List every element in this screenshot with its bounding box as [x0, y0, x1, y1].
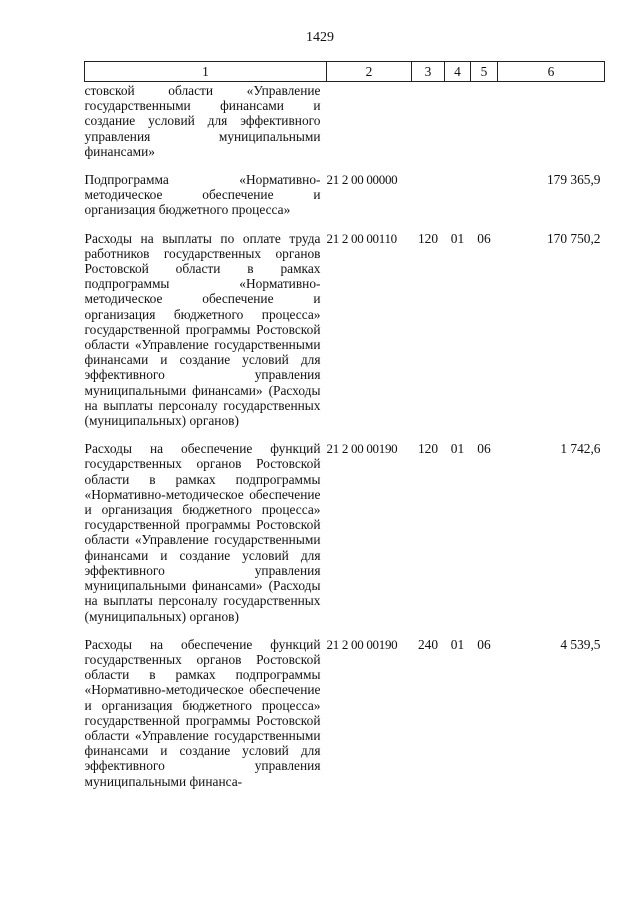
row-target-code: 21 2 00 00190	[326, 636, 398, 652]
row-subsection: 06	[477, 636, 491, 652]
row-amount: 1 742,6	[560, 441, 601, 457]
row-subsection: 06	[477, 441, 491, 457]
table-row	[85, 172, 605, 218]
row-name: Подпрограмма «Нормативно-методическое обеспечение и организация бюджетного процесса»	[84, 172, 321, 218]
row-section: 01	[450, 636, 465, 652]
row-subsection: 06	[477, 230, 491, 246]
row-amount	[498, 82, 605, 160]
row-name: Расходы на обеспечение функций государственных органов Ростовской области в рамках подпрограммы «Нормативно-методическое обеспечение и организация бюджетного процесса» государственной программы Ростовской области «Управление государственными финансами и создание условий для эффективного управления муниципальными финансами» (Расходы на выплаты персоналу государственных (муниципальных) органов)	[84, 441, 321, 624]
table-row	[85, 82, 605, 160]
row-subsection	[471, 82, 498, 160]
table-row	[85, 441, 605, 623]
row-expense-type: 120	[417, 441, 439, 457]
row-amount: 170 750,2	[546, 230, 601, 246]
row-name: Расходы на обеспечение функций государственных органов Ростовской области в рамках подпрограммы «Нормативно-методическое обеспечение и организация бюджетного процесса» государственной программы Ростовской области «Управление государственными финансами и создание условий для эффективного управления муниципальными финанса-	[84, 636, 321, 789]
row-expense-type	[412, 172, 445, 218]
header-col-1: 1	[85, 62, 327, 82]
header-row	[85, 62, 605, 82]
row-amount: 4 539,5	[560, 636, 601, 652]
row-target-code	[327, 82, 412, 160]
header-col-2: 2	[327, 62, 412, 82]
table-header	[85, 62, 605, 82]
row-section: 01	[450, 230, 465, 246]
table-row	[85, 231, 605, 429]
row-section: 01	[450, 441, 465, 457]
row-amount: 179 365,9	[546, 172, 601, 188]
table-row	[85, 637, 605, 789]
header-col-3: 3	[412, 62, 445, 82]
header-col-4: 4	[445, 62, 471, 82]
page-number: 1429	[306, 30, 334, 45]
row-subsection	[471, 172, 498, 218]
row-target-code: 21 2 00 00000	[326, 172, 398, 188]
row-expense-type: 120	[417, 230, 439, 246]
row-section	[445, 82, 471, 160]
row-expense-type: 240	[417, 636, 439, 652]
row-target-code: 21 2 00 00110	[326, 230, 397, 246]
row-name: Расходы на выплаты по оплате труда работников государственных органов Ростовской области в рамках подпрограммы «Нормативно-методическое обеспечение и организация бюджетного процесса» государственной программы Ростовской области «Управление государственными финансами и создание условий для эффективного управления муниципальными финансами» (Расходы на выплаты персоналу государственных (муниципальных) органов)	[84, 230, 321, 429]
row-name: стовской области «Управление государственными финансами и создание условий для эффективного управления муниципальными финансами»	[84, 83, 321, 159]
row-expense-type	[412, 82, 445, 160]
row-target-code: 21 2 00 00190	[326, 441, 398, 457]
header-col-6: 6	[498, 62, 605, 82]
row-section	[445, 172, 471, 218]
header-col-5: 5	[471, 62, 498, 82]
budget-table	[84, 61, 605, 789]
